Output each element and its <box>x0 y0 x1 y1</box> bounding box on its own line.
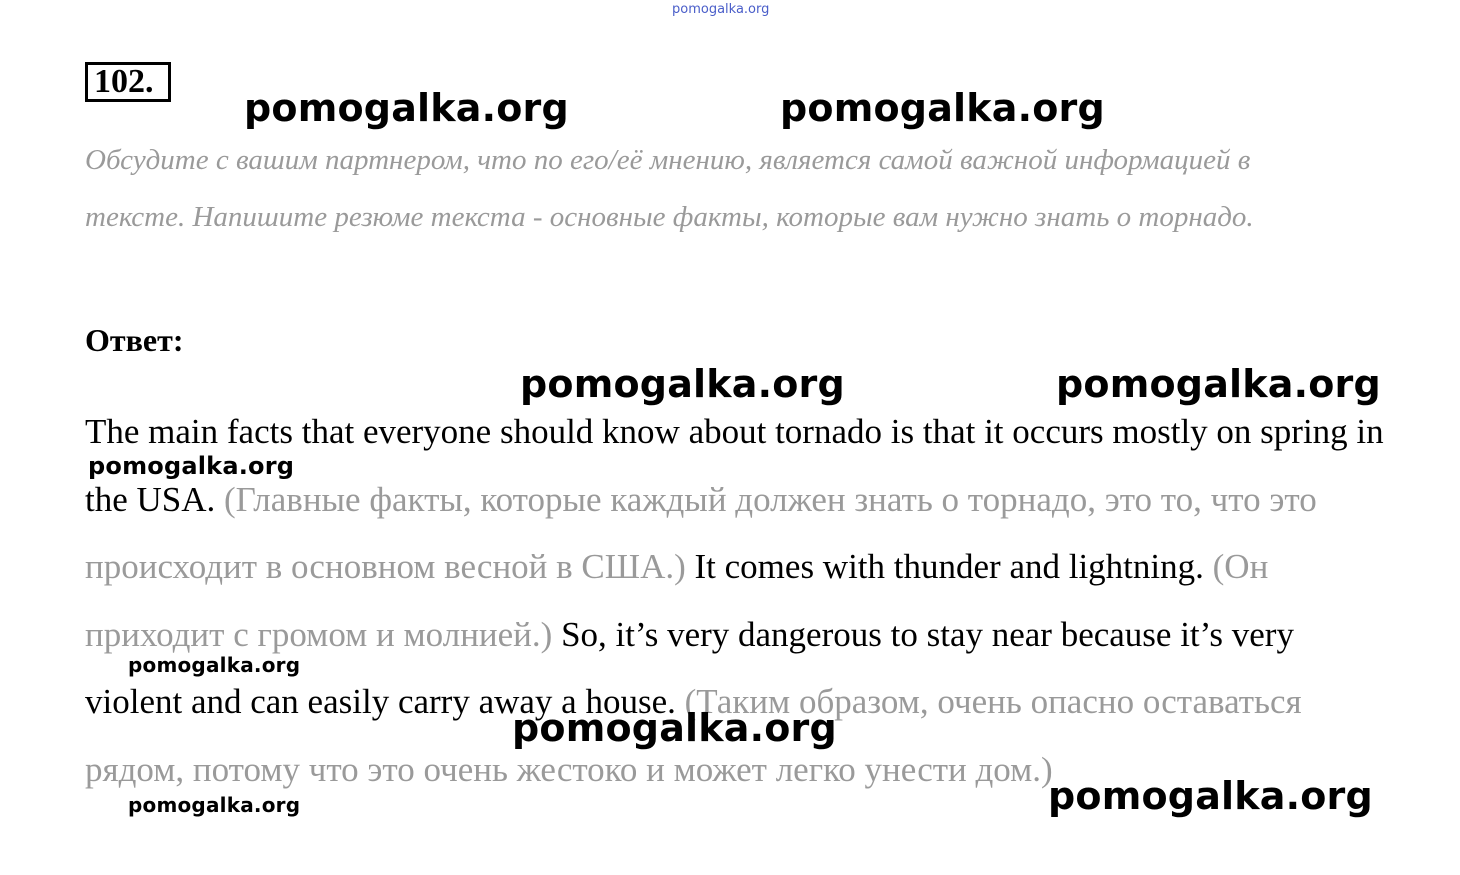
watermark: pomogalka.org <box>244 86 569 130</box>
answer-russian-translation: (Таким образом, очень опасно оставаться рядом, потому что это очень жестоко и может легко унести дом.) <box>85 682 1302 789</box>
watermark: pomogalka.org <box>1056 362 1381 406</box>
answer-russian-translation: (Главные факты, которые каждый должен знать о торнадо, это то, что это происходит в основном весной в США.) <box>85 479 1317 586</box>
answer-label: Ответ: <box>85 322 184 358</box>
task-number: 102. <box>94 63 154 100</box>
answer-english-sentence: So, it’s very dangerous to stay near because it’s very violent and can easily carry away a house. <box>85 614 1294 721</box>
watermark: pomogalka.org <box>128 653 301 677</box>
watermark: pomogalka.org <box>128 793 301 817</box>
site-header-link[interactable]: pomogalka.org <box>672 2 770 17</box>
watermark: pomogalka.org <box>520 362 845 406</box>
answer-russian-translation: (Он приходит с громом и молнией.) <box>85 547 1269 654</box>
watermark: pomogalka.org <box>512 706 837 750</box>
task-number-box <box>85 62 171 102</box>
answer-english-sentence: The main facts that everyone should know about tornado is that it occurs mostly on spring in the USA. <box>85 412 1384 519</box>
watermark: pomogalka.org <box>780 86 1105 130</box>
watermark: pomogalka.org <box>1048 774 1373 818</box>
task-instructions: Обсудите с вашим партнером, что по его/её мнению, является самой важной информацией в тексте. Напишите резюме текста - основные факты, которые вам нужно знать о торнадо. <box>85 144 1254 233</box>
watermark: pomogalka.org <box>88 452 295 480</box>
answer-english-sentence: It comes with thunder and lightning. <box>694 547 1204 586</box>
